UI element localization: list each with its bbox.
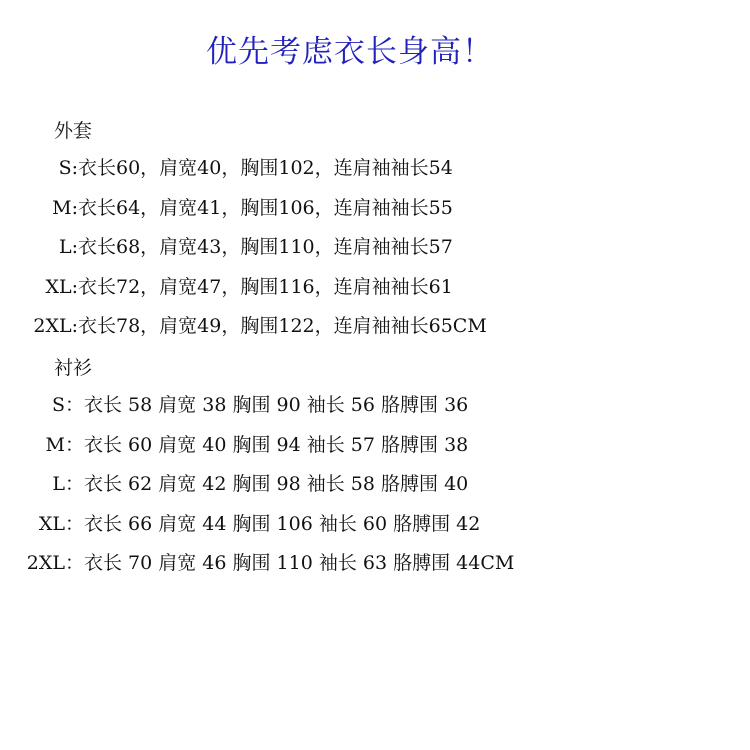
- size-measurements: 衣长68，肩宽43，胸围110，连肩袖袖长57: [78, 236, 453, 258]
- size-label: 2XL：: [26, 552, 84, 574]
- coat-size-row-m: [0, 189, 740, 229]
- size-label: XL：: [38, 512, 84, 535]
- size-label: M：: [45, 433, 84, 456]
- shirt-size-row-m: [0, 426, 740, 466]
- shirt-size-row-xl: [0, 505, 740, 545]
- size-label: 2XL:: [33, 315, 78, 337]
- size-measurements: 衣长 58 肩宽 38 胸围 90 袖长 56 胳膊围 36: [84, 394, 469, 416]
- shirt-size-row-2xl: [0, 544, 740, 584]
- size-label: S：: [51, 394, 84, 416]
- size-measurements: 衣长 62 肩宽 42 胸围 98 袖长 58 胳膊围 40: [84, 473, 469, 495]
- size-measurements: 衣长78，肩宽49，胸围122，连肩袖袖长65CM: [78, 315, 487, 337]
- shirt-size-row-s: [0, 386, 740, 426]
- shirt-size-section: [0, 350, 740, 584]
- size-measurements: 衣长 70 肩宽 46 胸围 110 袖长 63 胳膊围 44CM: [84, 552, 515, 574]
- coat-size-row-2xl: [0, 307, 740, 347]
- size-measurements: 衣长 66 肩宽 44 胸围 106 袖长 60 胳膊围 42: [84, 512, 481, 535]
- coat-section-heading: 外套: [54, 120, 93, 142]
- coat-size-row-l: [0, 228, 740, 268]
- shirt-size-row-l: [0, 465, 740, 505]
- size-label: L:: [58, 236, 78, 258]
- size-label: L：: [52, 473, 84, 495]
- size-measurements: 衣长60，肩宽40，胸围102，连肩袖袖长54: [78, 157, 453, 179]
- size-label: XL:: [45, 275, 78, 298]
- coat-size-row-s: [0, 149, 740, 189]
- shirt-section-heading: 衬衫: [54, 357, 93, 379]
- page-title: 优先考虑衣长身高！: [206, 34, 494, 70]
- size-label: M:: [52, 196, 78, 219]
- coat-size-row-xl: [0, 268, 740, 308]
- coat-size-section: [0, 113, 740, 347]
- size-measurements: 衣长72，肩宽47，胸围116，连肩袖袖长61: [78, 275, 453, 298]
- size-label: S:: [58, 157, 78, 179]
- size-measurements: 衣长 60 肩宽 40 胸围 94 袖长 57 胳膊围 38: [84, 433, 469, 456]
- size-measurements: 衣长64，肩宽41，胸围106，连肩袖袖长55: [78, 196, 453, 219]
